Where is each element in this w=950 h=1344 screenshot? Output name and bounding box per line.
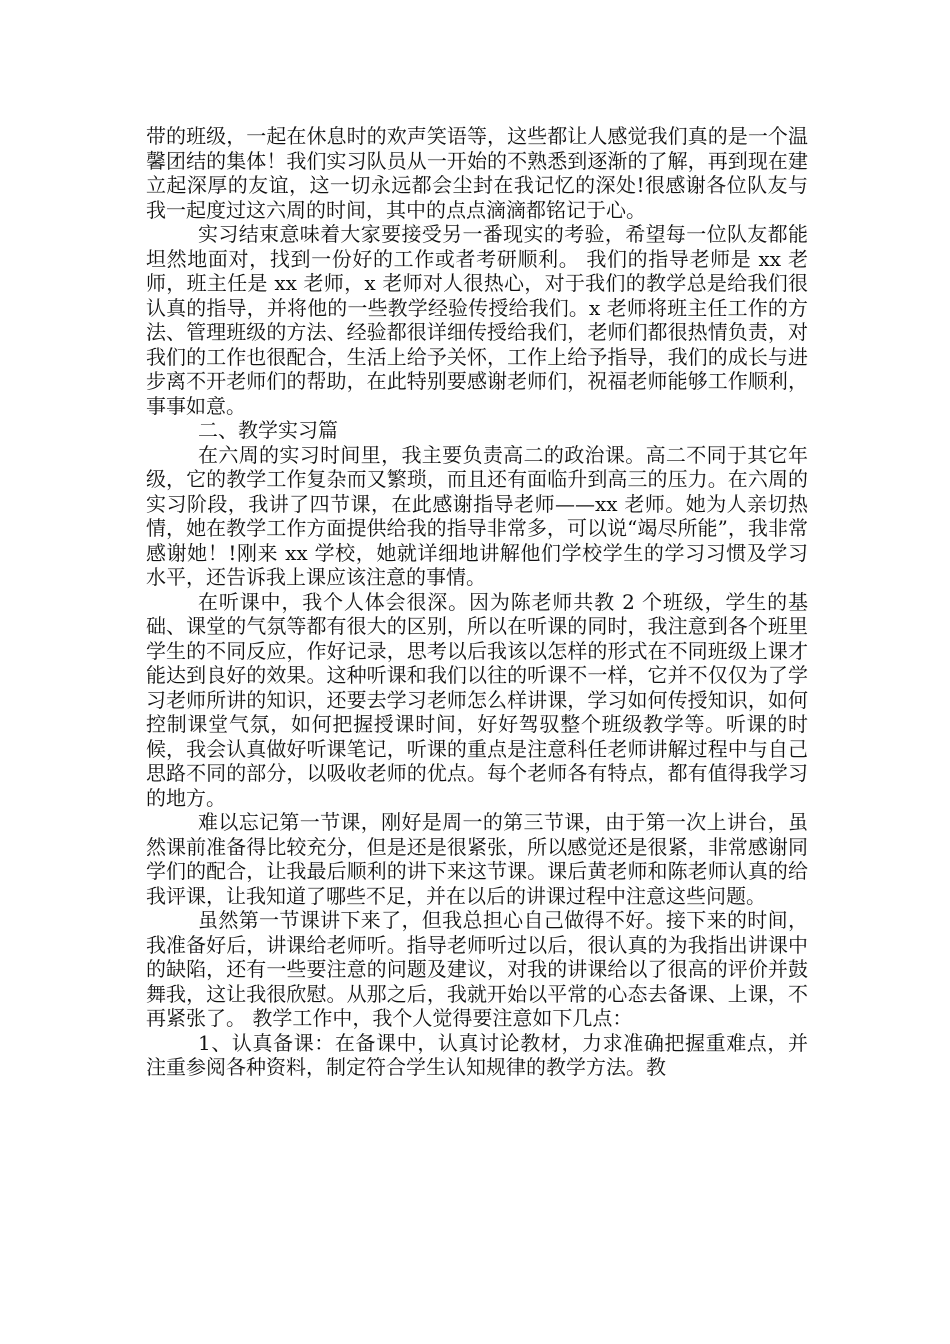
- paragraph-7: 1、认真备课：在备课中，认真讨论教材，力求准确把握重难点，并注重参阅各种资料，制定符合学生认知规律的教学方法。教: [146, 1030, 808, 1079]
- paragraph-4: 在听课中，我个人体会很深。因为陈老师共教 2 个班级，学生的基础、课堂的气氛等都有很大的区别，所以在听课的同时，我注意到各个班里学生的不同反应，作好记录，思考以后我该以怎样的形式在不同班级上课才能达到良好的效果。这种听课和我们以往的听课不一样，它并不仅仅为了学习老师所讲的知识，还要去学习老师怎么样讲课，学习如何传授知识，如何控制课堂气氛，如何把握授课时间，好好驾驭整个班级教学等。听课的时候，我会认真做好听课笔记，听课的重点是注意科任老师讲解过程中与自己思路不同的部分，以吸收老师的优点。每个老师各有特点，都有值得我学习的地方。: [146, 589, 808, 810]
- paragraph-6: 虽然第一节课讲下来了，但我总担心自己做得不好。接下来的时间，我准备好后，讲课给老师听。指导老师听过以后，很认真的为我指出讲课中的缺陷，还有一些要注意的问题及建议，对我的讲课给以了很高的评价并鼓舞我，这让我很欣慰。从那之后，我就开始以平常的心态去备课、上课，不再紧张了。 教学工作中，我个人觉得要注意如下几点：: [146, 908, 808, 1030]
- paragraph-1: 带的班级，一起在休息时的欢声笑语等，这些都让人感觉我们真的是一个温馨团结的集体！我们实习队员从一开始的不熟悉到逐渐的了解，再到现在建立起深厚的友谊，这一切永远都会尘封在我记忆的深处!很感谢各位队友与我一起度过这六周的时间，其中的点点滴滴都铭记于心。: [146, 124, 808, 222]
- paragraph-5: 难以忘记第一节课，刚好是周一的第三节课，由于第一次上讲台，虽然课前准备得比较充分，但是还是很紧张，所以感觉还是很紧，非常感谢同学们的配合，让我最后顺利的讲下来这节课。课后黄老师和陈老师认真的给我评课，让我知道了哪些不足，并在以后的讲课过程中注意这些问题。: [146, 810, 808, 908]
- paragraph-2: 实习结束意味着大家要接受另一番现实的考验，希望每一位队友都能坦然地面对，找到一份好的工作或者考研顺利。 我们的指导老师是 xx 老师，班主任是 xx 老师，x 老师对人很热心，对于我们的教学总是给我们很认真的指导，并将他的一些教学经验传授给我们。x 老师将班主任工作的方法、管理班级的方法、经验都很详细传授给我们，老师们都很热情负责，对我们的工作也很配合，生活上给予关怀，工作上给予指导，我们的成长与进步离不开老师们的帮助，在此特别要感谢老师们，祝福老师能够工作顺利，事事如意。: [146, 222, 808, 418]
- document-body: [146, 124, 808, 1080]
- section-heading: 二、教学实习篇: [198, 418, 338, 442]
- paragraph-3: 在六周的实习时间里，我主要负责高二的政治课。高二不同于其它年级，它的教学工作复杂而又繁琐，而且还有面临升到高三的压力。在六周的实习阶段，我讲了四节课，在此感谢指导老师——xx 老师。她为人亲切热情，她在教学工作方面提供给我的指导非常多，可以说“竭尽所能”，我非常感谢她！!刚来 xx 学校，她就详细地讲解他们学校学生的学习习惯及学习水平，还告诉我上课应该注意的事情。: [146, 442, 808, 589]
